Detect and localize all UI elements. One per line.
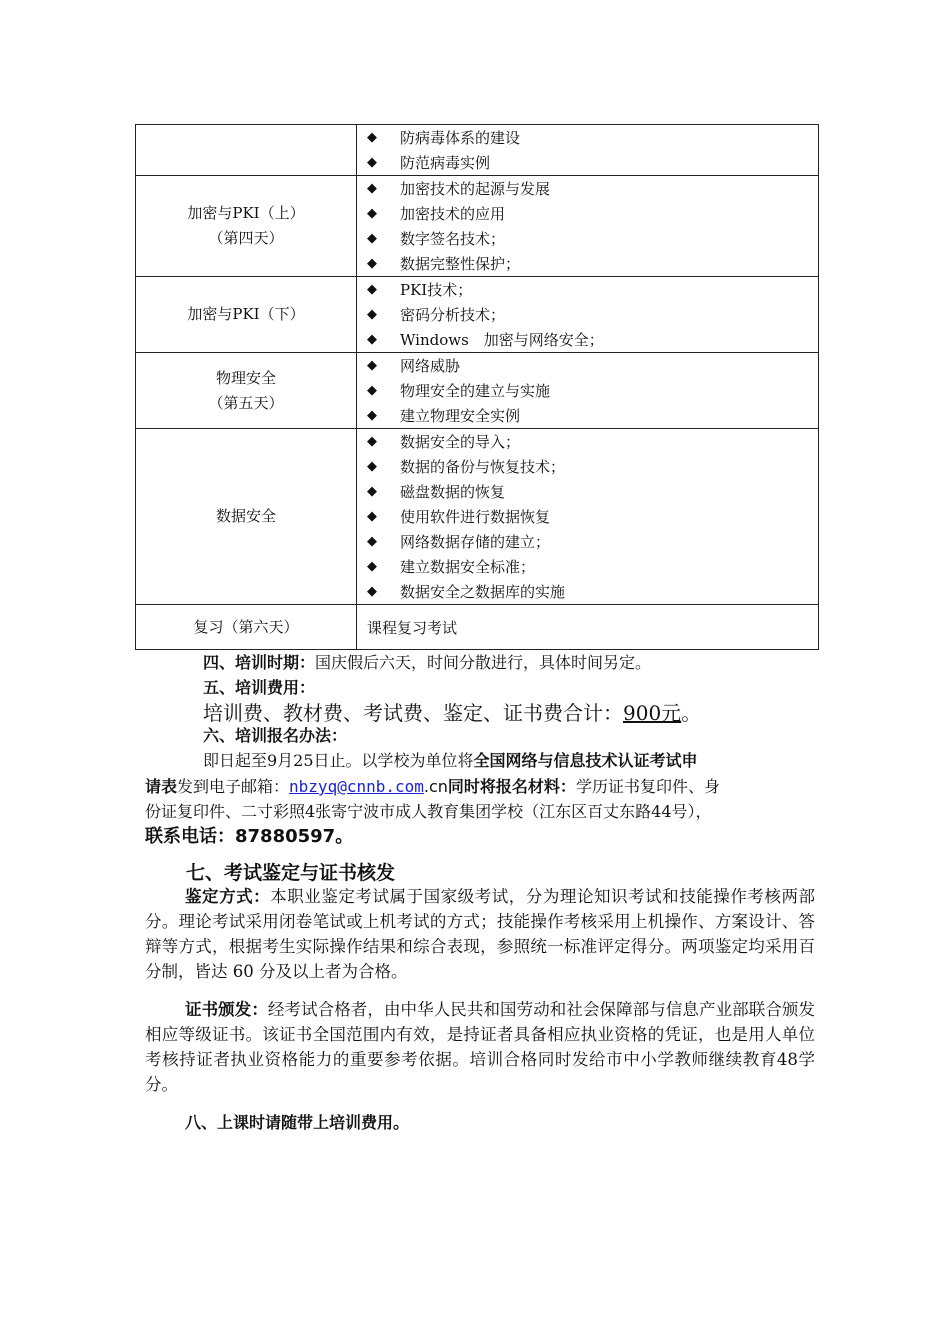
sec8-heading: 八、上课时请随带上培训费用。 xyxy=(185,1113,410,1132)
topic-text: 数据的备份与恢复技术； xyxy=(400,458,566,476)
sec5-heading: 五、培训费用： xyxy=(203,678,316,697)
topic-item xyxy=(367,454,818,479)
module-label: 复习（第六天） xyxy=(193,617,299,636)
certificate-text: 经考试合格者，由中华人民共和国劳动和社会保障部与信息产业部联合颁发相应等级证书。该证书全国范围内有效，是持证者具备相应执业资格的凭证，也是用人单位考核持证者执业资格能力的重要参考依据。培训合格同时发给市中小学教师继续教育48学分。 xyxy=(145,1000,816,1094)
sec6-l3-text: 份证复印件、二寸彩照4张寄宁波市成人教育集团学校（江东区百丈东路44号）， xyxy=(145,802,712,821)
diamond-bullet-icon: ◆ xyxy=(367,206,377,221)
appraisal-label: 鉴定方式： xyxy=(185,887,271,906)
topics-cell xyxy=(357,429,819,605)
topic-text: 使用软件进行数据恢复 xyxy=(400,508,551,526)
appraisal-paragraph xyxy=(145,884,815,984)
topic-text: 数据安全之数据库的实施 xyxy=(400,583,566,601)
sec6-email-label: 发到电子邮箱： xyxy=(177,777,290,796)
topic-text: PKI技术； xyxy=(400,281,473,299)
email-link[interactable]: nbzyq@cnnb.com xyxy=(289,777,424,796)
topic-item xyxy=(367,403,818,428)
sec6-line-2 xyxy=(145,774,720,797)
topic-item xyxy=(367,529,818,554)
topic-text: 加密技术的起源与发展 xyxy=(400,180,551,198)
topic-text: 网络威胁 xyxy=(400,357,461,375)
topic-item xyxy=(367,201,818,226)
topic-text: 网络数据存储的建立； xyxy=(400,533,551,551)
module-cell xyxy=(136,176,357,277)
topic-item xyxy=(367,429,818,454)
diamond-bullet-icon: ◆ xyxy=(367,282,377,297)
diamond-bullet-icon: ◆ xyxy=(367,155,377,170)
topic-item xyxy=(367,479,818,504)
sec4-text: 国庆假后六天，时间分散进行，具体时间另定。 xyxy=(315,653,652,672)
diamond-bullet-icon: ◆ xyxy=(367,559,377,574)
topic-item xyxy=(367,378,818,403)
sec6-heading: 六、培训报名办法： xyxy=(203,726,348,745)
topic-item xyxy=(367,554,818,579)
module-label: 加密与PKI（上） xyxy=(187,204,305,222)
topic-item xyxy=(367,226,818,251)
module-label: （第五天） xyxy=(208,393,284,412)
topic-item xyxy=(367,277,818,302)
sec4-heading: 四、培训时期： xyxy=(203,653,316,672)
topic-item xyxy=(367,579,818,604)
topics-cell xyxy=(357,176,819,277)
topic-text: 建立物理安全实例 xyxy=(400,407,521,425)
diamond-bullet-icon: ◆ xyxy=(367,408,377,423)
table-row xyxy=(136,176,819,277)
sec5-heading-line xyxy=(203,675,315,698)
diamond-bullet-icon: ◆ xyxy=(367,358,377,373)
topic-text: 数据安全的导入； xyxy=(400,433,521,451)
diamond-bullet-icon: ◆ xyxy=(367,130,377,145)
table-row xyxy=(136,605,819,650)
topic-text: 防范病毒实例 xyxy=(400,154,491,172)
topic-item xyxy=(367,302,818,327)
topic-item xyxy=(367,327,818,352)
module-label: 加密与PKI（下） xyxy=(187,305,305,323)
sec8-line xyxy=(185,1110,409,1133)
contact-phone xyxy=(145,822,353,848)
topic-text: 防病毒体系的建设 xyxy=(400,129,521,147)
topic-text: 物理安全的建立与实施 xyxy=(400,382,551,400)
module-label: （第四天） xyxy=(208,229,284,247)
diamond-bullet-icon: ◆ xyxy=(367,459,377,474)
table-row xyxy=(136,353,819,429)
table-row xyxy=(136,277,819,353)
topic-item xyxy=(367,125,818,150)
topics-cell xyxy=(357,605,819,650)
table-row xyxy=(136,125,819,176)
review-text: 课程复习考试 xyxy=(367,618,458,637)
topics-cell xyxy=(357,277,819,353)
fee-end: 。 xyxy=(681,701,702,725)
sec6-materials-label: 同时将报名材料： xyxy=(447,777,576,796)
module-label: 数据安全 xyxy=(215,507,276,525)
diamond-bullet-icon: ◆ xyxy=(367,534,377,549)
certificate-paragraph xyxy=(145,997,815,1097)
diamond-bullet-icon: ◆ xyxy=(367,181,377,196)
topic-item xyxy=(367,150,818,175)
topics-cell xyxy=(357,353,819,429)
topic-item xyxy=(367,176,818,201)
topic-item xyxy=(367,353,818,378)
table-body xyxy=(136,125,819,650)
sec6-materials-text: 学历证书复印件、身 xyxy=(575,777,720,796)
topic-text: 加密技术的应用 xyxy=(400,205,506,223)
sec7-heading-text: 七、考试鉴定与证书核发 xyxy=(186,862,396,884)
table-row xyxy=(136,429,819,605)
sec6-heading-line xyxy=(203,723,347,746)
diamond-bullet-icon: ◆ xyxy=(367,484,377,499)
sec6-l1-text: 即日起至9月25日止。以学校为单位将 xyxy=(203,751,474,770)
sec6-line-3 xyxy=(145,799,712,822)
topic-item xyxy=(367,251,818,276)
diamond-bullet-icon: ◆ xyxy=(367,332,377,347)
topic-text: 密码分析技术； xyxy=(400,306,506,324)
topic-text: 数字签名技术； xyxy=(400,230,506,248)
diamond-bullet-icon: ◆ xyxy=(367,509,377,524)
course-schedule-table xyxy=(135,124,819,650)
module-cell xyxy=(136,353,357,429)
sec6-line-1 xyxy=(203,748,698,771)
sec6-form-name-2: 请表 xyxy=(145,777,178,796)
topic-text: 建立数据安全标准； xyxy=(400,558,536,576)
fee-amount: 900元 xyxy=(623,701,682,725)
topics-cell xyxy=(357,125,819,176)
topic-text: Windows 加密与网络安全； xyxy=(400,331,604,349)
module-cell xyxy=(136,125,357,176)
module-cell xyxy=(136,277,357,353)
topic-item xyxy=(367,504,818,529)
topic-text: 磁盘数据的恢复 xyxy=(400,483,506,501)
diamond-bullet-icon: ◆ xyxy=(367,383,377,398)
fee-line xyxy=(203,697,701,726)
diamond-bullet-icon: ◆ xyxy=(367,584,377,599)
certificate-label: 证书颁发： xyxy=(185,1000,268,1019)
topic-text: 数据完整性保护； xyxy=(400,255,521,273)
contact-phone-text: 联系电话：87880597。 xyxy=(145,826,354,847)
diamond-bullet-icon: ◆ xyxy=(367,231,377,246)
email-suffix: .cn xyxy=(423,777,448,796)
appraisal-text: 本职业鉴定考试属于国家级考试，分为理论知识考试和技能操作考核两部分。理论考试采用闭卷笔试或上机考试的方式；技能操作考核采用上机操作、方案设计、答辩等方式，根据考生实际操作结果和综合表现，参照统一标准评定得分。两项鉴定均采用百分制，皆达 60 分及以上者为合格。 xyxy=(145,887,816,981)
module-label: 物理安全 xyxy=(215,368,276,387)
training-period xyxy=(203,650,651,673)
module-cell xyxy=(136,605,357,650)
diamond-bullet-icon: ◆ xyxy=(367,307,377,322)
sec7-heading xyxy=(186,858,395,885)
diamond-bullet-icon: ◆ xyxy=(367,434,377,449)
fee-text: 培训费、教材费、考试费、鉴定、证书费合计： xyxy=(203,701,623,725)
diamond-bullet-icon: ◆ xyxy=(367,256,377,271)
module-cell xyxy=(136,429,357,605)
sec6-form-name-1: 全国网络与信息技术认证考试申 xyxy=(473,751,698,770)
